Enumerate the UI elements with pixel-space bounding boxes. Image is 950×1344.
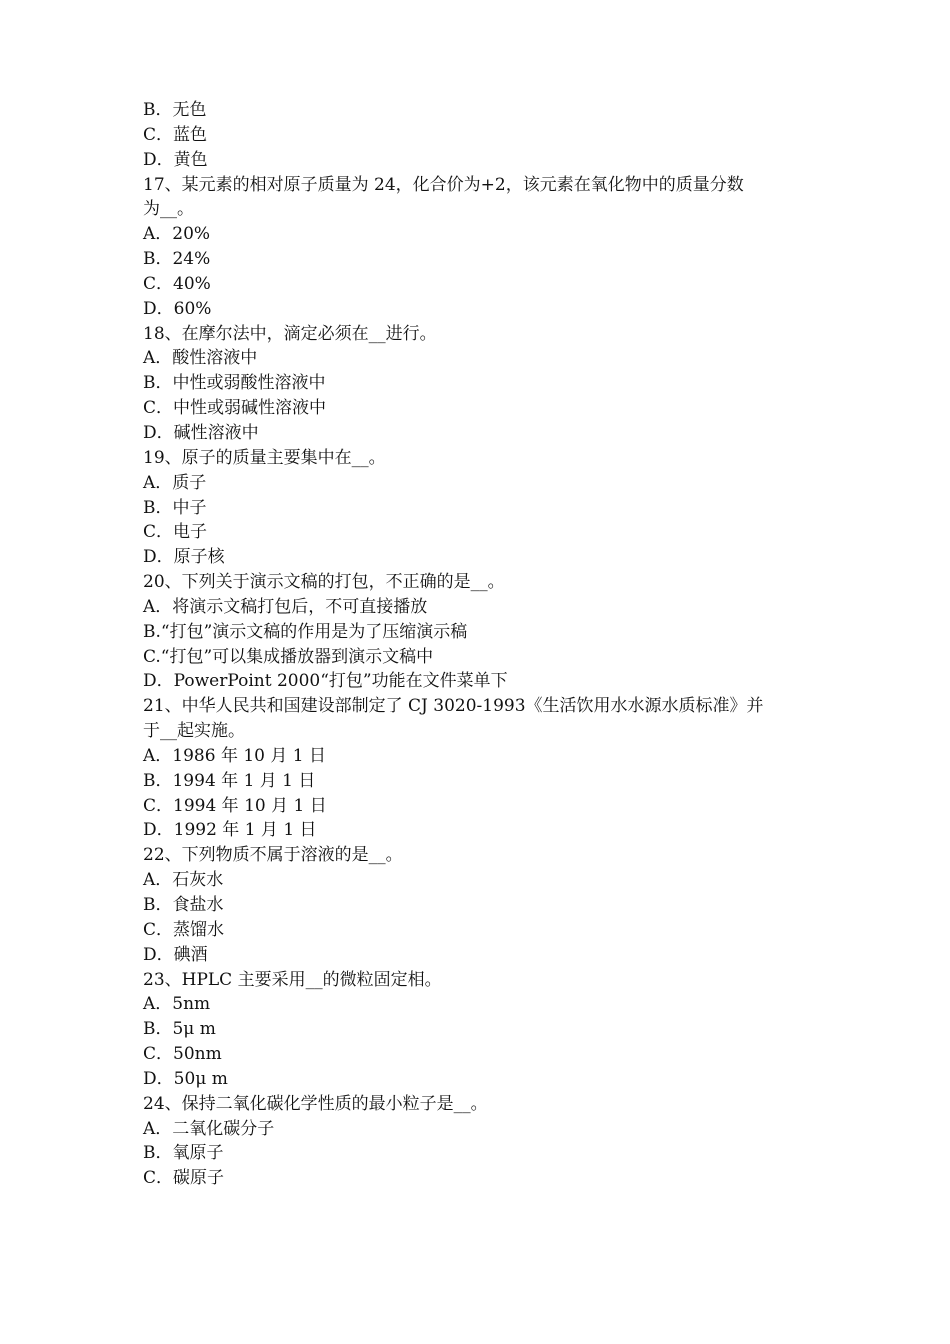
option-a-q23: A．5nm: [143, 994, 211, 1015]
question-18: 18、在摩尔法中，滴定必须在__进行。: [143, 323, 437, 344]
option-d-q21: D．1992 年 1 月 1 日: [143, 820, 317, 841]
question-21-line-2: 于__起实施。: [143, 721, 245, 742]
option-b-q23: B．5μ m: [143, 1019, 216, 1040]
question-17-line-2: 为__。: [143, 199, 194, 220]
question-17-line-1: 17、某元素的相对原子质量为 24，化合价为+2，该元素在氧化物中的质量分数: [143, 174, 744, 195]
option-c-q23: C．50nm: [143, 1044, 222, 1065]
option-b-q17: B．24%: [143, 249, 211, 270]
option-a-q17: A．20%: [143, 224, 211, 245]
question-20: 20、下列关于演示文稿的打包，不正确的是__。: [143, 572, 505, 593]
option-d-q20: D．PowerPoint 2000“打包”功能在文件菜单下: [143, 671, 508, 692]
option-a-q22: A．石灰水: [143, 870, 224, 891]
option-a-q21: A．1986 年 10 月 1 日: [143, 745, 327, 766]
question-24: 24、保持二氧化碳化学性质的最小粒子是__。: [143, 1093, 488, 1114]
option-d-q19: D．原子核: [143, 547, 225, 568]
option-a-q20: A．将演示文稿打包后，不可直接播放: [143, 596, 428, 617]
option-c-q20: C.“打包”可以集成播放器到演示文稿中: [143, 646, 434, 667]
option-c-q19: C．电子: [143, 522, 208, 543]
option-b-q20: B.“打包”演示文稿的作用是为了压缩演示稿: [143, 621, 468, 642]
option-b-q22: B．食盐水: [143, 895, 224, 915]
option-c-q16: C．蓝色: [143, 124, 208, 145]
option-c-q17: C．40%: [143, 273, 211, 294]
option-c-q24: C．碳原子: [143, 1168, 225, 1189]
question-19: 19、原子的质量主要集中在__。: [143, 447, 386, 468]
option-c-q18: C．中性或弱碱性溶液中: [143, 398, 327, 419]
option-a-q18: A．酸性溶液中: [143, 348, 258, 369]
option-a-q19: A．质子: [143, 472, 207, 493]
option-d-q18: D．碱性溶液中: [143, 422, 259, 443]
option-a-q24: A．二氧化碳分子: [143, 1118, 275, 1139]
option-b-q21: B．1994 年 1 月 1 日: [143, 770, 316, 791]
option-b-q24: B．氧原子: [143, 1143, 224, 1164]
option-b-q18: B．中性或弱酸性溶液中: [143, 373, 326, 394]
document-page: [143, 98, 823, 1191]
option-d-q22: D．碘酒: [143, 944, 208, 965]
question-21-line-1: 21、中华人民共和国建设部制定了 CJ 3020-1993《生活饮用水水源水质标准》并: [143, 696, 764, 717]
option-c-q22: C．蒸馏水: [143, 919, 225, 940]
option-b-q19: B．中子: [143, 497, 207, 518]
option-b-q16: B．无色: [143, 100, 207, 120]
option-d-q16: D．黄色: [143, 149, 208, 170]
question-22: 22、下列物质不属于溶液的是__。: [143, 845, 403, 866]
question-23: 23、HPLC 主要采用__的微粒固定相。: [143, 969, 442, 990]
option-d-q17: D．60%: [143, 298, 212, 319]
option-c-q21: C．1994 年 10 月 1 日: [143, 795, 327, 816]
option-d-q23: D．50μ m: [143, 1068, 228, 1089]
